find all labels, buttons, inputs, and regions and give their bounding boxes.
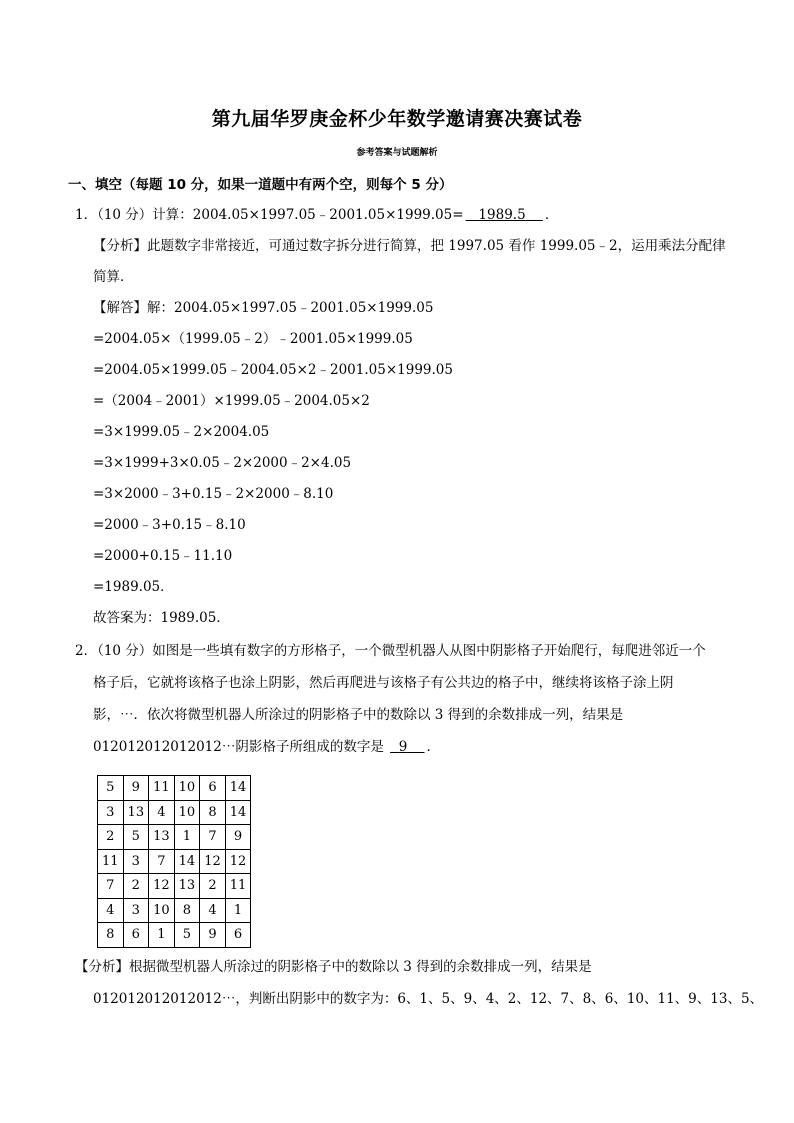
grid-cell: 12 bbox=[149, 874, 175, 899]
question-2-analysis: 【分析】根据微型机器人所涂过的阴影格子中的数除以 3 得到的余数排成一列，结果是 bbox=[75, 959, 592, 975]
grid-cell: 1 bbox=[174, 825, 200, 850]
question-2-question bbox=[93, 738, 440, 756]
grid-cell: 10 bbox=[149, 898, 175, 923]
solution-line: =2004.05×（1999.05﹣2）﹣2001.05×1999.05 bbox=[93, 331, 413, 347]
grid-cell: 8 bbox=[174, 898, 200, 923]
grid-cell: 4 bbox=[98, 898, 124, 923]
question-1 bbox=[75, 206, 558, 224]
grid-cell: 10 bbox=[174, 800, 200, 825]
question-1-text: 1．（10 分）计算：2004.05×1997.05﹣2001.05×1999.05= bbox=[75, 207, 464, 223]
grid-cell: 10 bbox=[174, 776, 200, 801]
page-title: 第九届华罗庚金杯少年数学邀请赛决赛试卷 bbox=[211, 108, 583, 130]
solution-line: 【解答】解：2004.05×1997.05﹣2001.05×1999.05 bbox=[93, 300, 434, 316]
grid-cell: 2 bbox=[98, 825, 124, 850]
grid-cell: 11 bbox=[149, 776, 175, 801]
grid-cell: 8 bbox=[200, 800, 226, 825]
solution-line: =1989.05． bbox=[93, 579, 174, 595]
question-2-analysis-cont: 012012012012012⋯，判断出阴影中的数字为：6、1、5、9、4、2、12、7、8、6、10、11、9、13、5、 bbox=[93, 991, 764, 1007]
question-2-answer: 9 bbox=[398, 739, 408, 755]
grid-cell: 3 bbox=[123, 898, 149, 923]
question-2-text: 2．（10 分）如图是一些填有数字的方形格子，一个微型机器人从图中阴影格子开始爬行，每爬进邻近一个 bbox=[75, 643, 706, 659]
grid-row bbox=[98, 923, 251, 948]
grid-row bbox=[98, 849, 251, 874]
question-1-suffix: ． bbox=[544, 207, 559, 223]
section-heading: 一、填空（每题 10 分，如果一道题中有两个空，则每个 5 分） bbox=[68, 177, 453, 193]
grid-cell: 7 bbox=[149, 849, 175, 874]
question-1-answer: 1989.5 bbox=[478, 207, 526, 223]
page-subtitle: 参考答案与试题解析 bbox=[356, 148, 438, 158]
grid-cell: 14 bbox=[225, 800, 251, 825]
grid-cell: 7 bbox=[200, 825, 226, 850]
grid-cell: 14 bbox=[225, 776, 251, 801]
question-1-analysis: 【分析】此题数字非常接近，可通过数字拆分进行简算，把 1997.05 看作 1999.05﹣2，运用乘法分配律 bbox=[93, 238, 726, 254]
grid-cell: 1 bbox=[225, 898, 251, 923]
final-answer: 故答案为：1989.05． bbox=[93, 610, 230, 626]
grid-cell: 11 bbox=[225, 874, 251, 899]
grid-cell: 6 bbox=[200, 776, 226, 801]
solution-line: =2004.05×1999.05﹣2004.05×2﹣2001.05×1999.05 bbox=[93, 362, 453, 378]
grid-cell: 5 bbox=[123, 825, 149, 850]
grid-cell: 4 bbox=[200, 898, 226, 923]
grid-row bbox=[98, 898, 251, 923]
grid-cell: 6 bbox=[123, 923, 149, 948]
solution-line: =3×2000﹣3+0.15﹣2×2000﹣8.10 bbox=[93, 486, 334, 502]
grid-cell: 14 bbox=[174, 849, 200, 874]
grid-cell: 3 bbox=[98, 800, 124, 825]
grid-row bbox=[98, 800, 251, 825]
grid-cell: 5 bbox=[98, 776, 124, 801]
grid-cell: 12 bbox=[225, 849, 251, 874]
question-2-prompt: 012012012012012⋯阴影格子所组成的数字是 bbox=[93, 739, 384, 755]
grid-cell: 7 bbox=[98, 874, 124, 899]
question-1-analysis-cont: 简算． bbox=[93, 269, 134, 285]
question-2-text-cont: 影，⋯．依次将微型机器人所涂过的阴影格子中的数除以 3 得到的余数排成一列，结果是 bbox=[93, 707, 624, 723]
question-2-suffix: ． bbox=[426, 739, 440, 755]
grid-cell: 9 bbox=[225, 825, 251, 850]
grid-cell: 13 bbox=[149, 825, 175, 850]
grid-cell: 4 bbox=[149, 800, 175, 825]
solution-line: =3×1999.05﹣2×2004.05 bbox=[93, 424, 270, 440]
grid-cell: 2 bbox=[200, 874, 226, 899]
grid-cell: 13 bbox=[123, 800, 149, 825]
grid-row bbox=[98, 825, 251, 850]
grid-cell: 12 bbox=[200, 849, 226, 874]
solution-line: =3×1999+3×0.05﹣2×2000﹣2×4.05 bbox=[93, 455, 352, 471]
solution-line: =2000+0.15﹣11.10 bbox=[93, 548, 233, 564]
grid-cell: 9 bbox=[123, 776, 149, 801]
grid-cell: 9 bbox=[200, 923, 226, 948]
grid-cell: 5 bbox=[174, 923, 200, 948]
grid-cell: 1 bbox=[149, 923, 175, 948]
solution-line: =（2004﹣2001）×1999.05﹣2004.05×2 bbox=[93, 393, 370, 409]
number-grid bbox=[97, 775, 251, 948]
grid-cell: 8 bbox=[98, 923, 124, 948]
question-2-text-cont: 格子后，它就将该格子也涂上阴影，然后再爬进与该格子有公共边的格子中，继续将该格子涂上阴 bbox=[93, 675, 674, 691]
grid-row bbox=[98, 874, 251, 899]
grid-cell: 11 bbox=[98, 849, 124, 874]
solution-line: =2000﹣3+0.15﹣8.10 bbox=[93, 517, 246, 533]
grid-cell: 13 bbox=[174, 874, 200, 899]
grid-row bbox=[98, 776, 251, 801]
grid-cell: 6 bbox=[225, 923, 251, 948]
grid-cell: 3 bbox=[123, 849, 149, 874]
grid-cell: 2 bbox=[123, 874, 149, 899]
